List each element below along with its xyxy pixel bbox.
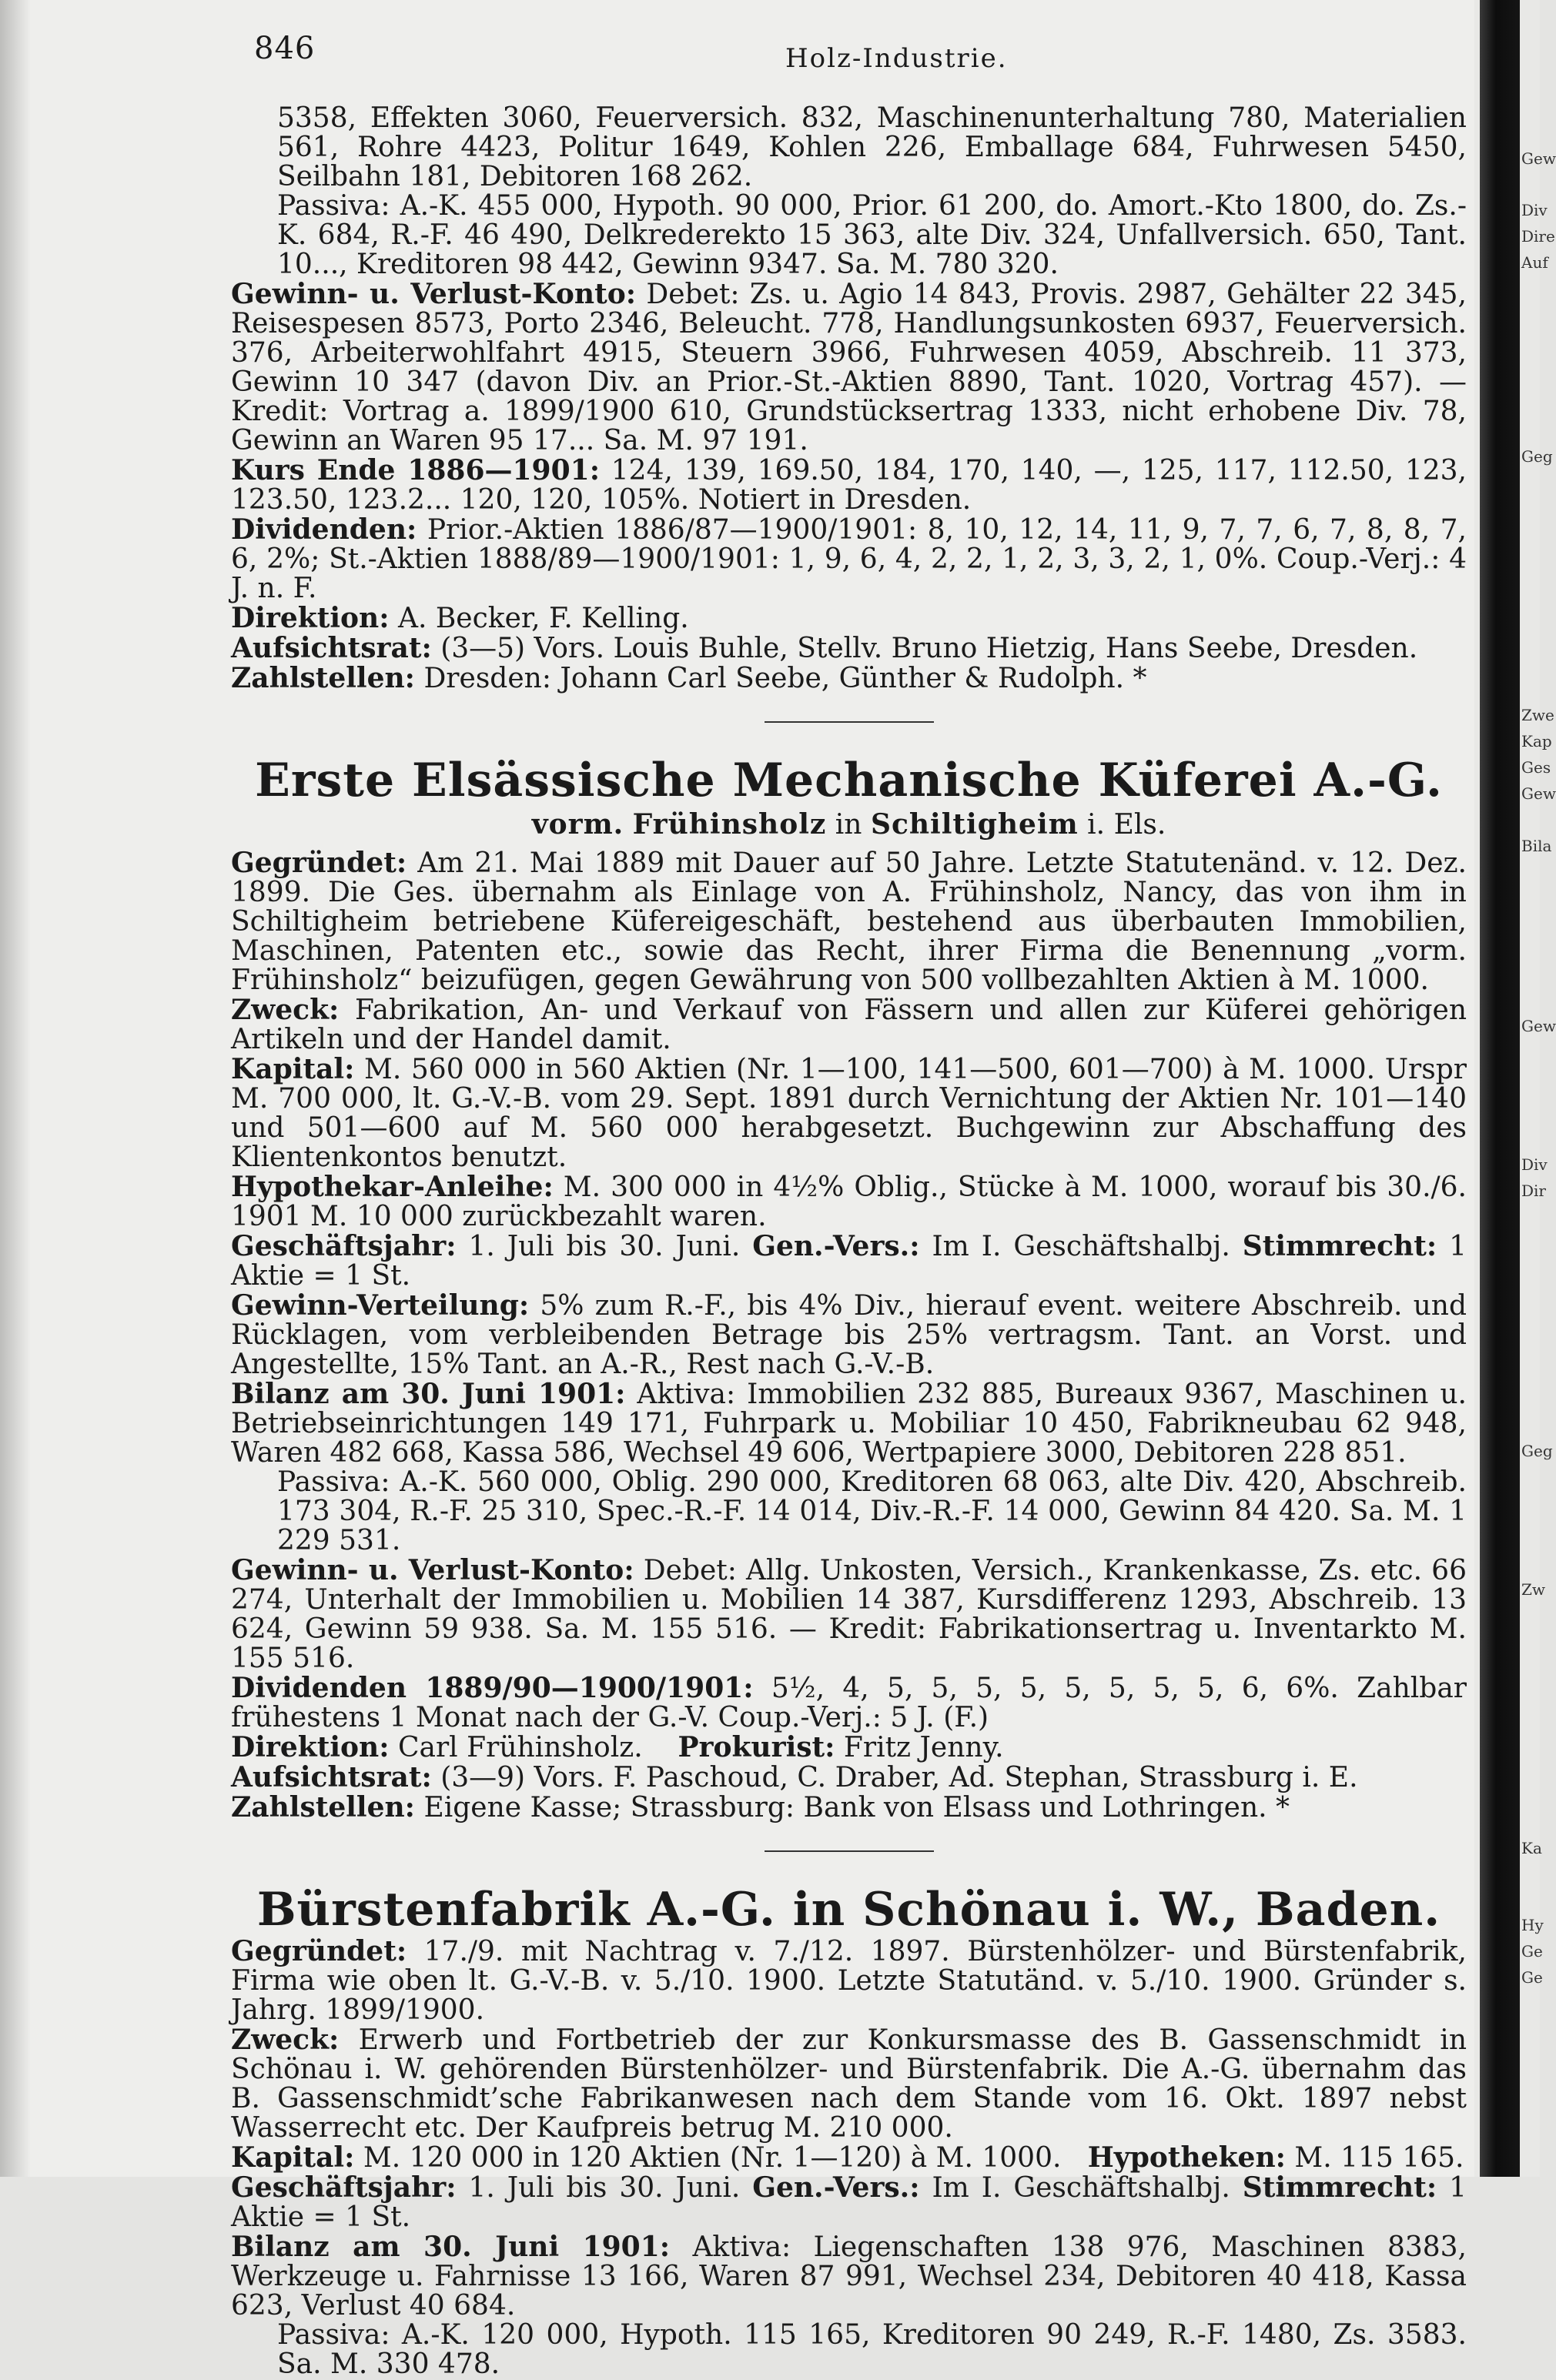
kurs-entry xyxy=(231,456,1467,515)
subtitle-vorm: vorm. xyxy=(531,808,624,841)
entry-label: Aufsichtsrat: xyxy=(231,1761,432,1793)
edge-fragment: Div xyxy=(1521,201,1548,219)
entry-text: (3—9) Vors. F. Paschoud, C. Draber, Ad. Stephan, Strassburg i. E. xyxy=(440,1762,1358,1793)
entry-label: Aufsichtsrat: xyxy=(231,632,432,664)
zweck-entry xyxy=(231,2025,1467,2143)
entry-label: Kapital: xyxy=(231,2141,355,2174)
aufsichtsrat-entry xyxy=(231,633,1467,664)
entry-label: Zahlstellen: xyxy=(231,662,415,694)
edge-fragment: Dir xyxy=(1521,1182,1546,1200)
entry-label: Bilanz am 30. Juni 1901: xyxy=(231,2231,671,2263)
entry-text: Fritz Jenny. xyxy=(843,1732,1004,1763)
entry-label: Hypothekar-Anleihe: xyxy=(231,1171,554,1203)
entry-text: (3—5) Vors. Louis Buhle, Stellv. Bruno Hietzig, Hans Seebe, Dresden. xyxy=(440,633,1418,664)
company-title: Erste Elsässische Mechanische Küferei A.-G. xyxy=(255,754,1443,807)
entry-text: 124, 139, 169.50, 184, 170, 140, —, 125, 117, 112.50, 123, 123.50, 123.2... 120, 120, 105%. Notiert in Dresden. xyxy=(231,455,1467,516)
dividenden-entry xyxy=(231,1673,1467,1733)
entry-label: Stimmrecht: xyxy=(1242,1230,1437,1262)
aufsichtsrat-entry xyxy=(231,1763,1467,1793)
geschaeftsjahr-entry xyxy=(231,2173,1467,2232)
page-content xyxy=(231,104,1467,2379)
aktiva-continuation: 5358, Effekten 3060, Feuerversich. 832, Maschinenunterhaltung 780, Materialien 561, Rohre 4423, Politur 1649, Kohlen 226, Emballage 684, Fuhrwesen 5450, Seilbahn 181, Debitoren 168 262. xyxy=(277,102,1467,192)
entry-text: Debet: Zs. u. Agio 14 843, Provis. 2987, Gehälter 22 345, Reisespesen 8573, Porto 2346, Beleucht. 778, Handlungsunkosten 6937, Feuerversich. 376, Arbeiterwohlfahrt 4915, Steuern 3966, Fuhrwesen 4059, Abschreib. 11 373, Gewinn 10 347 (davon Div. an Prior.-St.-Aktien 8890, Tant. 1020, Vortrag 457). — Kredit: Vortrag a. 1899/1900 610, Grundstücksertrag 1333, nicht erhobene Div. 78, Gewinn an Waren 95 17... Sa. M. 97 191. xyxy=(231,279,1467,456)
edge-fragment: Ge xyxy=(1521,1968,1543,1987)
entry-text: Debet: Allg. Unkosten, Versich., Krankenkasse, Zs. etc. 66 274, Unterhalt der Immobilien u. Mobilien 14 387, Kursdifferenz 1293, Abschreib. 13 624, Gewinn 59 938. Sa. M. 155 516. — Kredit: Fabrikationsertrag u. Inventarkto M. 155 516. xyxy=(231,1555,1467,1674)
entry-label: Gen.-Vers.: xyxy=(752,1230,920,1262)
direktion-entry xyxy=(231,1733,1467,1763)
gewinn-verlust-entry xyxy=(231,279,1467,456)
previous-company-section xyxy=(231,104,1467,694)
geschaeftsjahr-entry xyxy=(231,1232,1467,1291)
entry-text: M. 115 165. xyxy=(1294,2142,1464,2174)
entry-text: Aktiva: Liegenschaften 138 976, Maschinen 8383, Werkzeuge u. Fahrnisse 13 166, Waren 87 991, Wechsel 234, Debitoren 40 418, Kassa 623, Verlust 40 684. xyxy=(231,2231,1467,2322)
kapital-entry xyxy=(231,2143,1467,2173)
page-gutter-shadow xyxy=(0,0,31,2177)
edge-fragment: Div xyxy=(1521,1155,1548,1174)
entry-text: 5% zum R.-F., bis 4% Div., hierauf event. weitere Abschreib. und Rücklagen, vom verbleibenden Betrage bis 25% vertragsm. Tant. an Vorst. und Angestellte, 15% Tant. an A.-R., Rest nach G.-V.-B. xyxy=(231,1290,1467,1380)
entry-label: Geschäftsjahr: xyxy=(231,2171,457,2204)
adjacent-page-fragments xyxy=(1521,0,1556,2177)
entry-label: Bilanz am 30. Juni 1901: xyxy=(231,1378,626,1410)
gegruendet-entry xyxy=(231,1937,1467,2025)
entry-text: Eigene Kasse; Strassburg: Bank von Elsass und Lothringen. * xyxy=(423,1792,1290,1823)
entry-text: Aktiva: Immobilien 232 885, Bureaux 9367, Maschinen u. Betriebseinrichtungen 149 171, Fuhrpark u. Mobiliar 10 450, Fabrikneubau 62 948, Waren 482 668, Kassa 586, Wechsel 49 606, Wertpapiere 3000, Debitoren 228 851. xyxy=(231,1379,1467,1469)
page-header xyxy=(254,31,1471,77)
entry-label: Stimmrecht: xyxy=(1242,2171,1437,2204)
edge-fragment: Hy xyxy=(1521,1916,1544,1934)
entry-text: A. Becker, F. Kelling. xyxy=(397,603,689,634)
kapital-entry xyxy=(231,1055,1467,1172)
entry-text: Im I. Geschäftshalbj. xyxy=(932,1231,1230,1262)
entry-text: Dresden: Johann Carl Seebe, Günther & Rudolph. * xyxy=(423,663,1147,694)
entry-text: M. 560 000 in 560 Aktien (Nr. 1—100, 141—500, 601—700) à M. 1000. Urspr M. 700 000, lt. G.-V.-B. vom 29. Sept. 1891 durch Vernichtung der Aktien Nr. 101—140 und 501—600 auf M. 560 000 herabgesetzt. Buchgewinn zur Abschaffung des Klientenkontos benutzt. xyxy=(231,1054,1467,1173)
edge-fragment: Zwe xyxy=(1521,706,1554,724)
company-title: Bürstenfabrik A.-G. in Schönau i. W., Baden. xyxy=(256,1883,1441,1937)
edge-fragment: Ge xyxy=(1521,1942,1543,1960)
entry-label: Zweck: xyxy=(231,994,340,1026)
entry-label: Gegründet: xyxy=(231,1935,407,1967)
passiva-entry: Passiva: A.-K. 455 000, Hypoth. 90 000, Prior. 61 200, do. Amort.-Kto 1800, do. Zs.-K. 684, R.-F. 46 490, Delkrederekto 15 363, alte Div. 324, Unfallversich. 650, Tant. 10..., Kreditoren 98 442, Gewinn 9347. Sa. M. 780 320. xyxy=(277,190,1467,280)
edge-fragment: Bila xyxy=(1521,837,1552,855)
entry-label: Dividenden 1889/90—1900/1901: xyxy=(231,1672,754,1704)
entry-label: Gewinn- u. Verlust-Konto: xyxy=(231,278,637,310)
entry-text: 1. Juli bis 30. Juni. xyxy=(468,1231,741,1262)
page-number: 846 xyxy=(254,31,316,66)
dividenden-entry xyxy=(231,515,1467,603)
edge-fragment: Dire xyxy=(1521,227,1555,246)
entry-label: Kapital: xyxy=(231,1053,355,1085)
entry-text: Am 21. Mai 1889 mit Dauer auf 50 Jahre. Letzte Statutenänd. v. 12. Dez. 1899. Die Ges. übernahm als Einlage von A. Frühinsholz, Nancy, das von ihm in Schiltigheim betriebene Küfereigeschäft, bestehend aus überbauten Immobilien, Maschinen, Patenten etc., sowie das Recht, ihrer Firma die Benennung „vorm. Frühinsholz“ beizufügen, gegen Gewährung von 500 vollbezahlten Aktien à M. 1000. xyxy=(231,847,1467,996)
edge-fragment: Zw xyxy=(1521,1580,1546,1599)
entry-label: Gen.-Vers.: xyxy=(752,2171,920,2204)
zahlstellen-entry xyxy=(231,1793,1467,1823)
bilanz-entry xyxy=(231,2232,1467,2321)
entry-text: 1 Aktie = 1 St. xyxy=(231,2172,1467,2233)
entry-text: Prior.-Aktien 1886/87—1900/1901: 8, 10, 12, 14, 11, 9, 7, 7, 6, 7, 8, 8, 7, 6, 2%; St.-Aktien 1888/89—1900/1901: 1, 9, 6, 4, 2, 2, 1, 2, 3, 3, 2, 1, 0%. Coup.-Verj.: 4 J. n. F. xyxy=(231,514,1467,604)
edge-fragment: Kap xyxy=(1521,732,1552,750)
entry-label: Gegründet: xyxy=(231,847,407,879)
edge-fragment: Gew xyxy=(1521,149,1556,168)
direktion-entry xyxy=(231,603,1467,633)
entry-text: Erwerb und Fortbetrieb der zur Konkursmasse des B. Gassenschmidt in Schönau i. W. gehörenden Bürstenhölzer- und Bürstenfabrik. Die A.-G. übernahm das B. Gassenschmidt’sche Fabrikanwesen nach dem Stande vom 16. Okt. 1897 nebst Wasserrecht etc. Der Kaufpreis betrug M. 210 000. xyxy=(231,2024,1467,2144)
edge-fragment: Gew xyxy=(1521,784,1556,803)
entry-label: Zweck: xyxy=(231,2024,340,2056)
company-buerstenfabrik-section xyxy=(231,1883,1467,2379)
entry-text: 5½, 4, 5, 5, 5, 5, 5, 5, 5, 5, 6, 6%. Zahlbar frühestens 1 Monat nach der G.-V. Coup.-Verj.: 5 J. (F.) xyxy=(231,1673,1467,1733)
subtitle-name: Frühinsholz xyxy=(632,808,827,841)
gewinn-verlust-entry xyxy=(231,1556,1467,1673)
subtitle-in: in xyxy=(835,809,862,841)
edge-fragment: Ka xyxy=(1521,1839,1542,1857)
edge-fragment: Ges xyxy=(1521,758,1551,777)
entry-label: Gewinn- u. Verlust-Konto: xyxy=(231,1554,634,1586)
edge-fragment: Auf xyxy=(1521,253,1548,272)
section-divider xyxy=(765,721,934,723)
entry-text: M. 300 000 in 4½% Oblig., Stücke à M. 1000, worauf bis 30./6. 1901 M. 10 000 zurückbezahlt waren. xyxy=(231,1172,1467,1232)
entry-label: Kurs Ende 1886—1901: xyxy=(231,454,600,486)
entry-label: Direktion: xyxy=(231,602,390,634)
zahlstellen-entry xyxy=(231,664,1467,694)
entry-label: Dividenden: xyxy=(231,513,417,546)
bilanz-passiva: Passiva: A.-K. 560 000, Oblig. 290 000, Kreditoren 68 063, alte Div. 420, Abschreib. 173 304, R.-F. 25 310, Spec.-R.-F. 14 014, Div.-R.-F. 14 000, Gewinn 84 420. Sa. M. 1 229 531. xyxy=(277,1466,1467,1556)
binding-shadow xyxy=(1480,0,1520,2177)
entry-label: Prokurist: xyxy=(678,1731,835,1763)
entry-text: Fabrikation, An- und Verkauf von Fässern und allen zur Küferei gehörigen Artikeln und der Handel damit. xyxy=(231,994,1467,1055)
entry-label: Zahlstellen: xyxy=(231,1791,415,1823)
running-title: Holz-Industrie. xyxy=(785,43,1008,74)
entry-text: Im I. Geschäftshalbj. xyxy=(932,2172,1230,2204)
subtitle-region: i. Els. xyxy=(1087,809,1166,841)
company-kueferei-section xyxy=(231,754,1467,1823)
entry-label: Direktion: xyxy=(231,1731,390,1763)
edge-fragment: Gew xyxy=(1521,1017,1556,1035)
bilanz-entry xyxy=(231,1379,1467,1468)
entry-text: 1. Juli bis 30. Juni. xyxy=(468,2172,741,2204)
hypothekar-anleihe-entry xyxy=(231,1172,1467,1232)
edge-fragment: Geg xyxy=(1521,447,1553,466)
entry-label: Hypotheken: xyxy=(1087,2141,1286,2174)
entry-text: 1 Aktie = 1 St. xyxy=(231,1231,1467,1292)
entry-label: Geschäftsjahr: xyxy=(231,1230,457,1262)
entry-label: Gewinn-Verteilung: xyxy=(231,1289,530,1322)
entry-text: 17./9. mit Nachtrag v. 7./12. 1897. Bürstenhölzer- und Bürstenfabrik, Firma wie oben lt. G.-V.-B. v. 5./10. 1900. Letzte Statutänd. v. 5./10. 1900. Gründer s. Jahrg. 1899/1900. xyxy=(231,1936,1467,2026)
subtitle-place: Schiltigheim xyxy=(870,808,1079,841)
bilanz-passiva: Passiva: A.-K. 120 000, Hypoth. 115 165, Kreditoren 90 249, R.-F. 1480, Zs. 3583. Sa. M. 330 478. xyxy=(277,2319,1467,2380)
zweck-entry xyxy=(231,995,1467,1055)
entry-text: M. 120 000 in 120 Aktien (Nr. 1—120) à M. 1000. xyxy=(363,2142,1062,2174)
edge-fragment: Geg xyxy=(1521,1442,1553,1460)
gegruendet-entry xyxy=(231,848,1467,995)
company-subtitle xyxy=(231,807,1467,842)
gewinn-verteilung-entry xyxy=(231,1291,1467,1379)
section-divider xyxy=(765,1850,934,1852)
entry-text: Carl Frühinsholz. xyxy=(397,1732,643,1763)
